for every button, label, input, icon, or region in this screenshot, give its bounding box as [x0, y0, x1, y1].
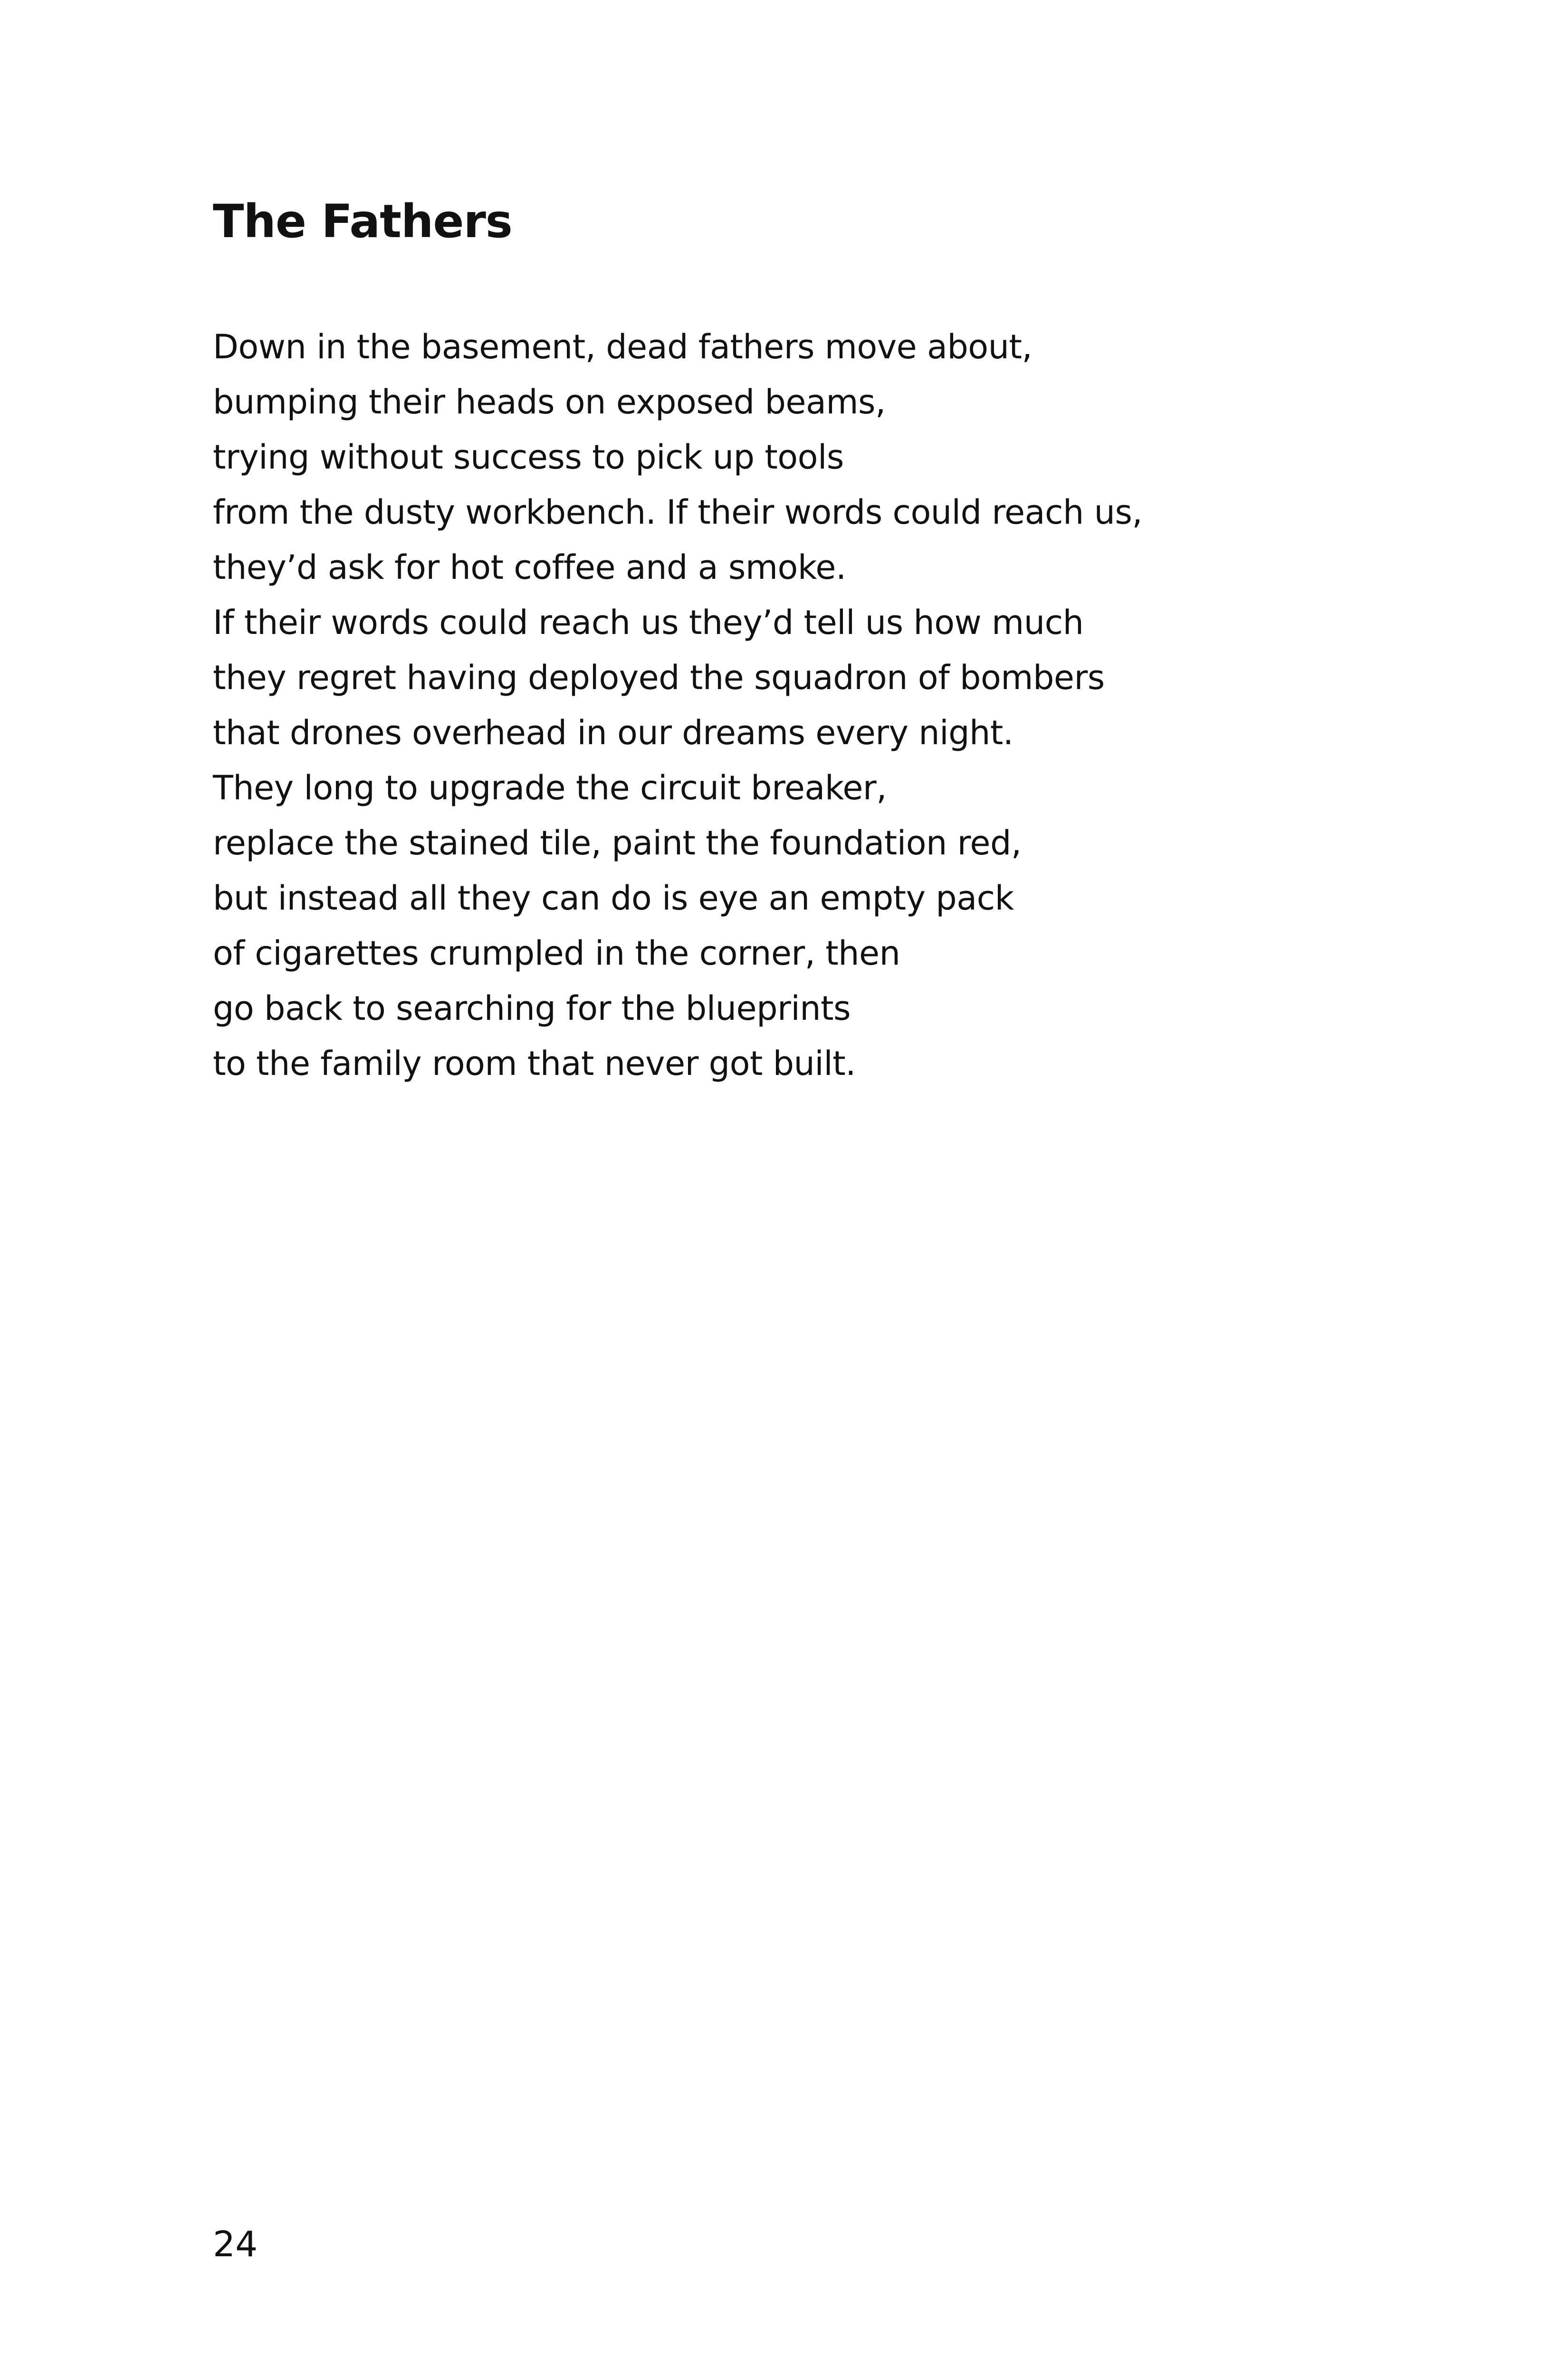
poem-line-10: replace the stained tile, paint the foundation red, [213, 824, 1022, 862]
poem-line-14: to the family room that never got built. [213, 1044, 856, 1083]
poem-line-9: They long to upgrade the circuit breaker, [213, 768, 887, 807]
poem-line-4: from the dusty workbench. If their words could reach us, [213, 493, 1143, 532]
poem-line-13: go back to searching for the blueprints [213, 989, 851, 1028]
poem-title: The Fathers [213, 195, 512, 248]
poem-line-12: of cigarettes crumpled in the corner, then [213, 934, 900, 973]
poem-line-3: trying without success to pick up tools [213, 438, 844, 477]
poem-line-6: If their words could reach us they’d tell us how much [213, 603, 1084, 642]
poem-line-1: Down in the basement, dead fathers move about, [213, 327, 1033, 366]
poem-line-8: that drones overhead in our dreams every night. [213, 713, 1013, 752]
poem-line-5: they’d ask for hot coffee and a smoke. [213, 548, 846, 587]
page-number: 24 [213, 2224, 258, 2265]
poem-line-2: bumping their heads on exposed beams, [213, 383, 886, 422]
poem-line-7: they regret having deployed the squadron of bombers [213, 658, 1105, 697]
poem-body [213, 319, 1142, 1091]
poem-line-11: but instead all they can do is eye an empty pack [213, 879, 1014, 918]
